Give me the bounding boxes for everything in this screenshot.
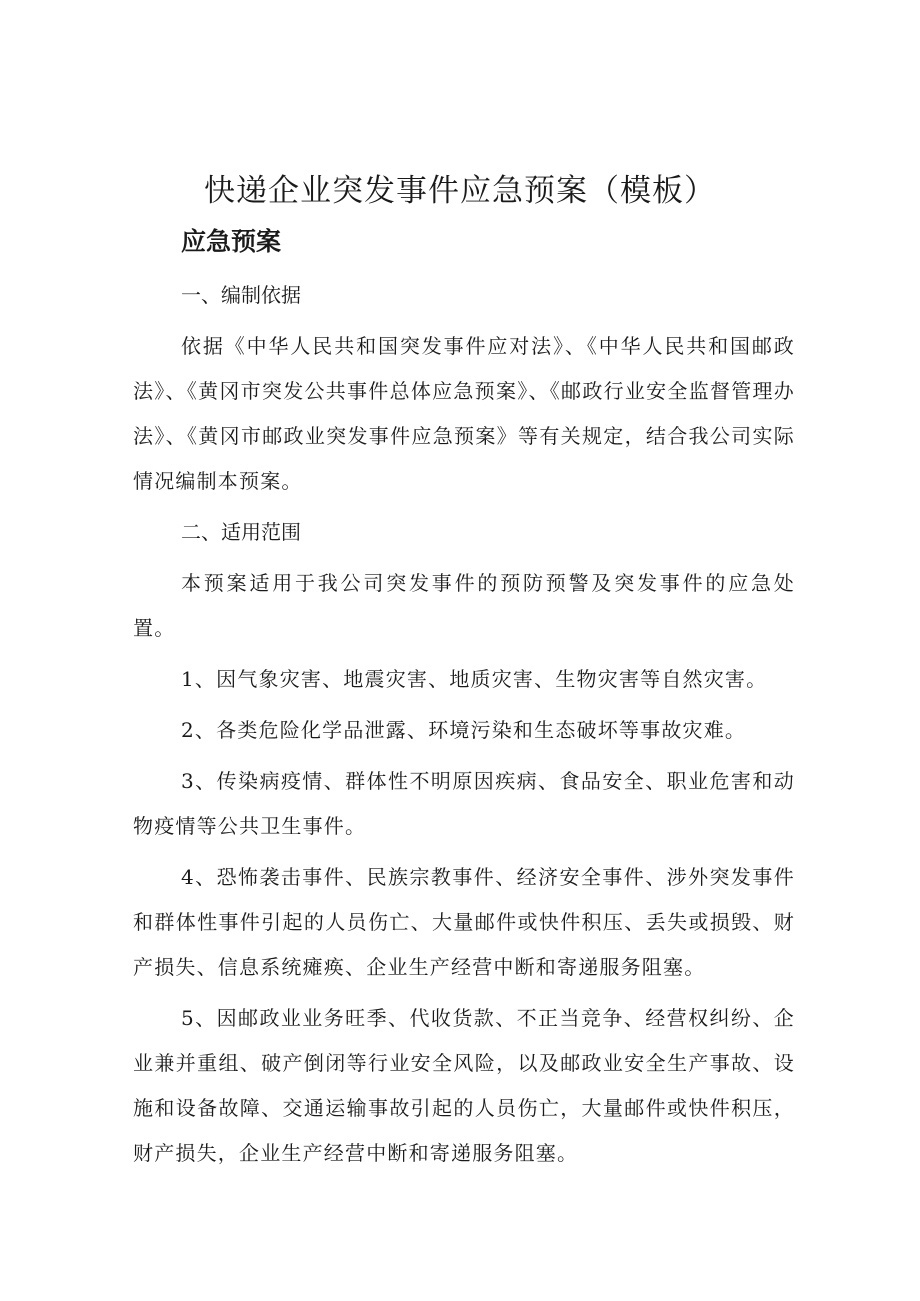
section-scope xyxy=(133,510,795,1176)
document-subtitle: 应急预案 xyxy=(181,227,282,256)
document-title: 快递企业突发事件应急预案（模板） xyxy=(204,173,716,209)
paragraph: 依据《中华人民共和国突发事件应对法》、《中华人民共和国邮政法》、《黄冈市突发公共事件总体应急预案》、《邮政行业安全监督管理办法》、《黄冈市邮政业突发事件应急预案》等有关规定，结合我公司实际情况编制本预案。 xyxy=(133,334,795,493)
document-body xyxy=(133,273,795,1182)
list-item: 2、各类危险化学品泄露、环境污染和生态破坏等事故灾难。 xyxy=(181,718,747,742)
section-heading: 二、适用范围 xyxy=(181,520,301,544)
list-item: 3、传染病疫情、群体性不明原因疾病、食品安全、职业危害和动物疫情等公共卫生事件。 xyxy=(133,769,795,838)
section-basis xyxy=(133,273,795,504)
list-item: 1、因气象灾害、地震灾害、地质灾害、生物灾害等自然灾害。 xyxy=(181,667,768,691)
paragraph: 本预案适用于我公司突发事件的预防预警及突发事件的应急处置。 xyxy=(133,571,795,640)
list-item: 5、因邮政业业务旺季、代收货款、不正当竞争、经营权纠纷、企业兼并重组、破产倒闭等行业安全风险，以及邮政业安全生产事故、设施和设备故障、交通运输事故引起的人员伤亡，大量邮件或快件积压，财产损失，企业生产经营中断和寄递服务阻塞。 xyxy=(133,1006,795,1165)
list-item: 4、恐怖袭击事件、民族宗教事件、经济安全事件、涉外突发事件和群体性事件引起的人员伤亡、大量邮件或快件积压、丢失或损毁、财产损失、信息系统瘫痪、企业生产经营中断和寄递服务阻塞。 xyxy=(133,865,795,979)
section-heading: 一、编制依据 xyxy=(181,283,301,307)
